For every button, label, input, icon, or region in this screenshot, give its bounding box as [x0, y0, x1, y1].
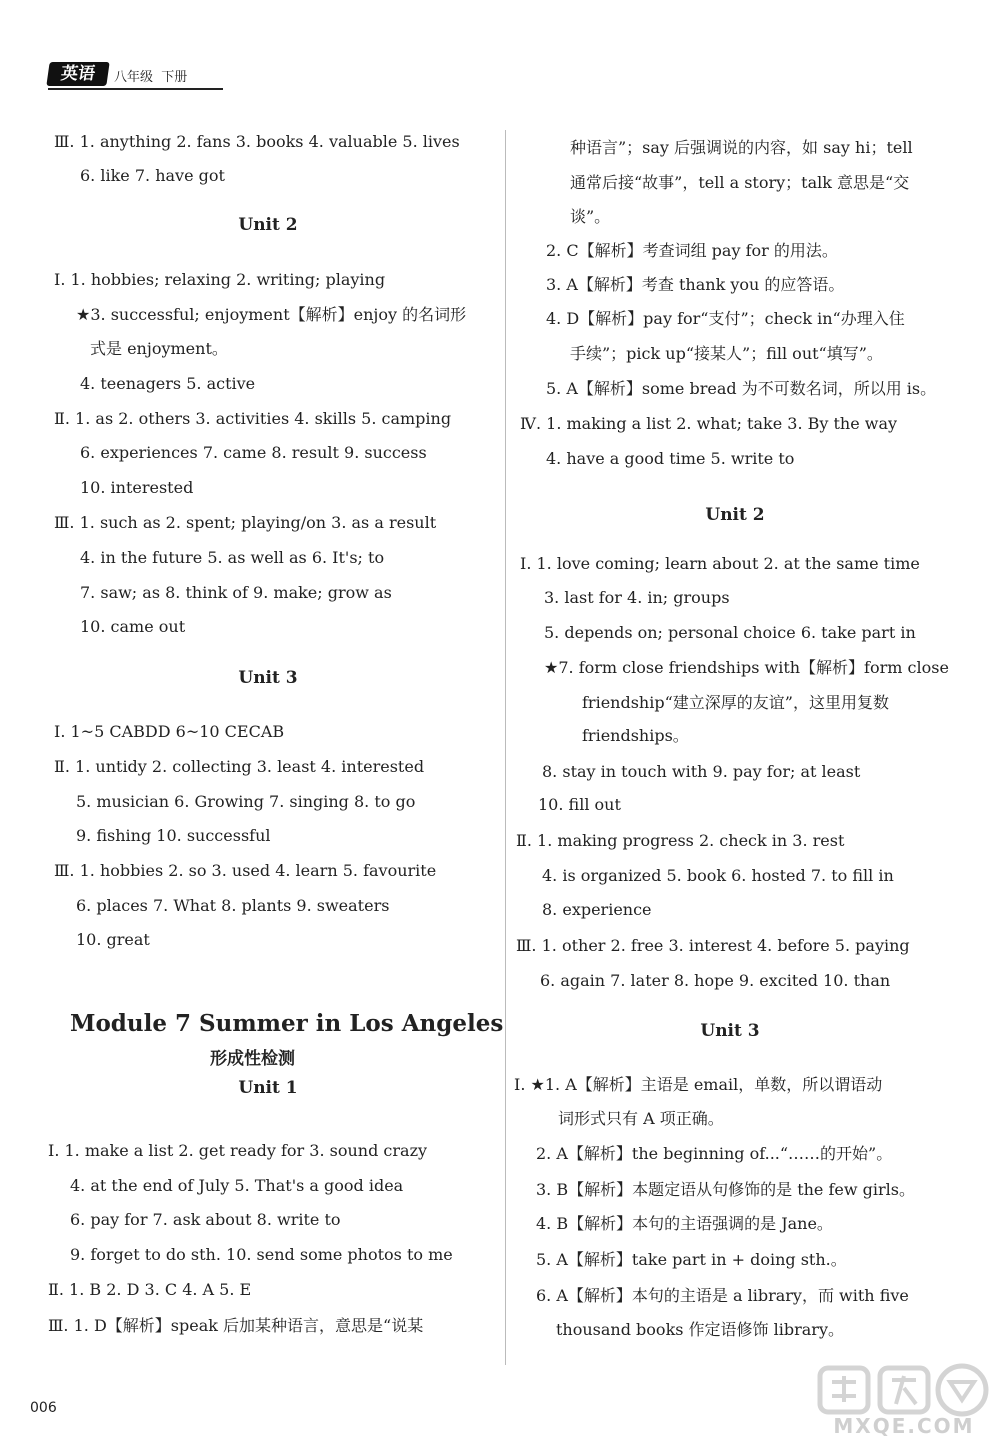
answer-line: friendships。 [582, 726, 689, 745]
answer-line: Ⅱ. 1. as 2. others 3. activities 4. skills 5. camping [54, 409, 452, 428]
column-divider [505, 130, 506, 1365]
answer-line: 4. in the future 5. as well as 6. It's; to [80, 548, 385, 567]
answer-line: thousand books 作定语修饰 library。 [556, 1320, 844, 1339]
answer-line: 4. at the end of July 5. That's a good idea [70, 1176, 404, 1195]
header-rule [48, 88, 223, 90]
answer-line: 2. C【解析】考查词组 pay for 的用法。 [546, 241, 838, 260]
answer-line: Ⅱ. 1. untidy 2. collecting 3. least 4. interested [54, 757, 425, 776]
answer-line: 谈”。 [570, 207, 611, 226]
answer-line: 4. B【解析】本句的主语强调的是 Jane。 [536, 1214, 833, 1233]
answer-line: Ⅰ. 1. make a list 2. get ready for 3. sound crazy [48, 1141, 428, 1160]
answer-line: Ⅰ. 1~5 CABDD 6~10 CECAB [54, 722, 285, 741]
answer-line: 10. great [76, 930, 150, 949]
answer-line: 5. musician 6. Growing 7. singing 8. to go [76, 792, 416, 811]
watermark-logo [816, 1362, 992, 1444]
answer-line: Ⅱ. 1. B 2. D 3. C 4. A 5. E [48, 1280, 252, 1299]
answer-line: 式是 enjoyment。 [90, 339, 228, 358]
answer-line: 10. interested [80, 478, 194, 497]
answer-line: 8. stay in touch with 9. pay for; at least [542, 762, 861, 781]
answer-line: 6. again 7. later 8. hope 9. excited 10. than [540, 971, 891, 990]
answer-line: 10. came out [80, 617, 186, 636]
answer-line: Ⅱ. 1. making progress 2. check in 3. rest [516, 831, 845, 850]
module-subtitle: 形成性检测 [210, 1049, 295, 1069]
answer-line: 6. experiences 7. came 8. result 9. success [80, 443, 427, 462]
unit-title: Unit 2 [238, 215, 298, 235]
answer-line: Ⅰ. ★1. A【解析】主语是 email，单数，所以谓语动 [514, 1075, 883, 1094]
module-title: Module 7 Summer in Los Angeles [70, 1010, 504, 1037]
answer-line: 词形式只有 A 项正确。 [558, 1109, 724, 1128]
answer-line: Ⅰ. 1. love coming; learn about 2. at the same time [520, 554, 920, 573]
answer-line: 手续”；pick up“接某人”；fill out“填写”。 [570, 344, 883, 363]
answer-line: 6. places 7. What 8. plants 9. sweaters [76, 896, 390, 915]
watermark-text: MXQE.COM [833, 1414, 975, 1438]
page-number: 006 [30, 1400, 57, 1416]
answer-line: 5. A【解析】some bread 为不可数名词，所以用 is。 [546, 379, 937, 398]
answer-line: 9. forget to do sth. 10. send some photos to me [70, 1245, 453, 1264]
answer-line: 通常后接“故事”，tell a story；talk 意思是“交 [570, 173, 910, 192]
answer-line: 9. fishing 10. successful [76, 826, 271, 845]
watermark-icon [816, 1362, 992, 1418]
unit-title: Unit 1 [238, 1078, 298, 1098]
answer-line: Ⅲ. 1. anything 2. fans 3. books 4. valuable 5. lives [54, 132, 460, 151]
answer-line: 5. depends on; personal choice 6. take part in [544, 623, 916, 642]
page-header [48, 60, 223, 90]
answer-line: 4. D【解析】pay for“支付”；check in“办理入住 [546, 309, 905, 328]
unit-title: Unit 3 [238, 668, 298, 688]
answer-line: 4. is organized 5. book 6. hosted 7. to fill in [542, 866, 894, 885]
answer-line: 8. experience [542, 900, 652, 919]
answer-line: Ⅲ. 1. other 2. free 3. interest 4. before 5. paying [516, 936, 910, 955]
answer-line: 2. A【解析】the beginning of...“……的开始”。 [536, 1144, 893, 1163]
answer-line: Ⅲ. 1. such as 2. spent; playing/on 3. as a result [54, 513, 437, 532]
answer-line: 6. like 7. have got [80, 166, 225, 185]
answer-line: friendship“建立深厚的友谊”，这里用复数 [582, 693, 889, 712]
unit-title: Unit 2 [705, 505, 765, 525]
answer-line: Ⅳ. 1. making a list 2. what; take 3. By the way [520, 414, 898, 433]
subject-badge: 英语 [46, 62, 109, 86]
grade-label: 八年级 下册 [114, 70, 188, 85]
answer-line: Ⅰ. 1. hobbies; relaxing 2. writing; playing [54, 270, 386, 289]
answer-line: 4. have a good time 5. write to [546, 449, 795, 468]
answer-line: 4. teenagers 5. active [80, 374, 256, 393]
answer-line: ★3. successful; enjoyment【解析】enjoy 的名词形 [76, 305, 467, 324]
answer-line: ★7. form close friendships with【解析】form close [544, 658, 949, 677]
answer-line: 3. last for 4. in; groups [544, 588, 730, 607]
answer-line: 10. fill out [538, 795, 621, 814]
answer-line: Ⅲ. 1. D【解析】speak 后加某种语言，意思是“说某 [48, 1316, 424, 1335]
answer-line: 6. A【解析】本句的主语是 a library，而 with five [536, 1286, 909, 1305]
answer-line: 3. B【解析】本题定语从句修饰的是 the few girls。 [536, 1180, 915, 1199]
answer-line: 5. A【解析】take part in + doing sth.。 [536, 1250, 847, 1269]
answer-line: 7. saw; as 8. think of 9. make; grow as [80, 583, 392, 602]
answer-line: 3. A【解析】考查 thank you 的应答语。 [546, 275, 845, 294]
unit-title: Unit 3 [700, 1021, 760, 1041]
answer-line: 种语言”；say 后强调说的内容，如 say hi；tell [570, 138, 913, 157]
answer-line: Ⅲ. 1. hobbies 2. so 3. used 4. learn 5. favourite [54, 861, 437, 880]
answer-line: 6. pay for 7. ask about 8. write to [70, 1210, 341, 1229]
